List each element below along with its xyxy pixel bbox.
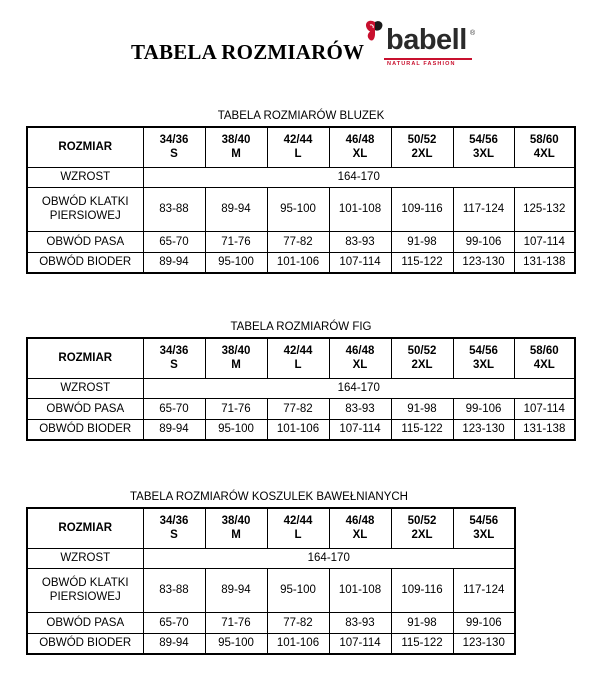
value-cell: 107-114 [329,252,391,273]
table-row [27,252,575,273]
size-cell: 50/52 2XL [391,127,453,167]
value-cell: 89-94 [143,419,205,440]
value-cell: 115-122 [391,419,453,440]
height-value: 164-170 [143,548,515,568]
value-cell: 109-116 [391,568,453,612]
row-label: OBWÓD KLATKI PIERSIOWEJ [27,187,143,231]
height-label: WZROST [27,548,143,568]
size-table-koszulek [26,507,516,655]
height-value: 164-170 [143,167,575,187]
value-cell: 131-138 [514,252,575,273]
brand-name: babell [386,24,467,56]
value-cell: 77-82 [267,231,329,252]
butterfly-icon [362,18,388,54]
table-row [27,419,575,440]
value-cell: 117-124 [453,187,514,231]
value-cell: 71-76 [205,231,267,252]
value-cell: 109-116 [391,187,453,231]
value-cell: 95-100 [205,419,267,440]
size-cell: 58/60 4XL [514,338,575,378]
value-cell: 83-88 [143,568,205,612]
size-cell: 54/56 3XL [453,338,514,378]
value-cell: 83-93 [329,231,391,252]
size-cell: 34/36 S [143,338,205,378]
size-cell: 46/48 XL [329,338,391,378]
value-cell: 71-76 [205,612,267,633]
table-caption-fig: TABELA ROZMIARÓW FIG [230,321,372,333]
value-cell: 77-82 [267,612,329,633]
value-cell: 107-114 [329,633,391,654]
size-cell: 46/48 XL [329,508,391,548]
value-cell: 117-124 [453,568,515,612]
size-cell: 50/52 2XL [391,338,453,378]
table-row [27,568,515,612]
height-value: 164-170 [143,378,575,398]
table-caption-bluzek: TABELA ROZMIARÓW BLUZEK [217,110,385,122]
height-row [27,167,575,187]
value-cell: 83-93 [329,612,391,633]
value-cell: 101-106 [267,633,329,654]
table-row [27,398,575,419]
height-row [27,548,515,568]
value-cell: 123-130 [453,252,514,273]
value-cell: 123-130 [453,633,515,654]
value-cell: 131-138 [514,419,575,440]
value-cell: 89-94 [205,568,267,612]
row-label: OBWÓD KLATKI PIERSIOWEJ [27,568,143,612]
value-cell: 95-100 [267,187,329,231]
value-cell: 95-100 [205,252,267,273]
value-cell: 65-70 [143,231,205,252]
value-cell: 89-94 [205,187,267,231]
value-cell: 101-106 [267,419,329,440]
height-row [27,378,575,398]
size-header-row [27,127,575,167]
value-cell: 107-114 [514,231,575,252]
size-label-cell: ROZMIAR [27,127,143,167]
value-cell: 107-114 [514,398,575,419]
value-cell: 99-106 [453,612,515,633]
brand-underline [384,58,472,60]
size-table-bluzek [26,126,576,274]
row-label: OBWÓD PASA [27,231,143,252]
row-label: OBWÓD BIODER [27,252,143,273]
value-cell: 123-130 [453,419,514,440]
value-cell: 125-132 [514,187,575,231]
size-label-cell: ROZMIAR [27,338,143,378]
row-label: OBWÓD PASA [27,612,143,633]
row-label: OBWÓD PASA [27,398,143,419]
height-label: WZROST [27,378,143,398]
value-cell: 65-70 [143,398,205,419]
value-cell: 101-108 [329,187,391,231]
size-cell: 46/48 XL [329,127,391,167]
value-cell: 95-100 [267,568,329,612]
value-cell: 95-100 [205,633,267,654]
brand-logo [362,18,482,70]
size-label-cell: ROZMIAR [27,508,143,548]
value-cell: 71-76 [205,398,267,419]
page-title: TABELA ROZMIARÓW [131,40,365,64]
value-cell: 91-98 [391,398,453,419]
height-label: WZROST [27,167,143,187]
size-cell: 50/52 2XL [391,508,453,548]
table-row [27,633,515,654]
size-header-row [27,508,515,548]
row-label: OBWÓD BIODER [27,633,143,654]
brand-tagline: NATURAL FASHION [387,61,456,67]
row-label: OBWÓD BIODER [27,419,143,440]
size-cell: 42/44 L [267,127,329,167]
size-cell: 42/44 L [267,338,329,378]
value-cell: 101-106 [267,252,329,273]
value-cell: 99-106 [453,398,514,419]
size-cell: 54/56 3XL [453,508,515,548]
size-cell: 58/60 4XL [514,127,575,167]
table-row [27,187,575,231]
table-row [27,231,575,252]
size-cell: 54/56 3XL [453,127,514,167]
value-cell: 91-98 [391,612,453,633]
value-cell: 107-114 [329,419,391,440]
size-cell: 38/40 M [205,508,267,548]
value-cell: 99-106 [453,231,514,252]
value-cell: 83-93 [329,398,391,419]
size-cell: 42/44 L [267,508,329,548]
size-header-row [27,338,575,378]
registered-mark: ® [470,30,476,37]
size-table-fig [26,337,576,441]
size-cell: 34/36 S [143,127,205,167]
value-cell: 65-70 [143,612,205,633]
value-cell: 101-108 [329,568,391,612]
value-cell: 115-122 [391,633,453,654]
value-cell: 89-94 [143,633,205,654]
table-row [27,612,515,633]
value-cell: 77-82 [267,398,329,419]
value-cell: 89-94 [143,252,205,273]
value-cell: 91-98 [391,231,453,252]
size-cell: 38/40 M [205,127,267,167]
size-cell: 34/36 S [143,508,205,548]
table-caption-koszulek: TABELA ROZMIARÓW KOSZULEK BAWEŁNIANYCH [130,491,408,503]
size-cell: 38/40 M [205,338,267,378]
value-cell: 115-122 [391,252,453,273]
value-cell: 83-88 [143,187,205,231]
